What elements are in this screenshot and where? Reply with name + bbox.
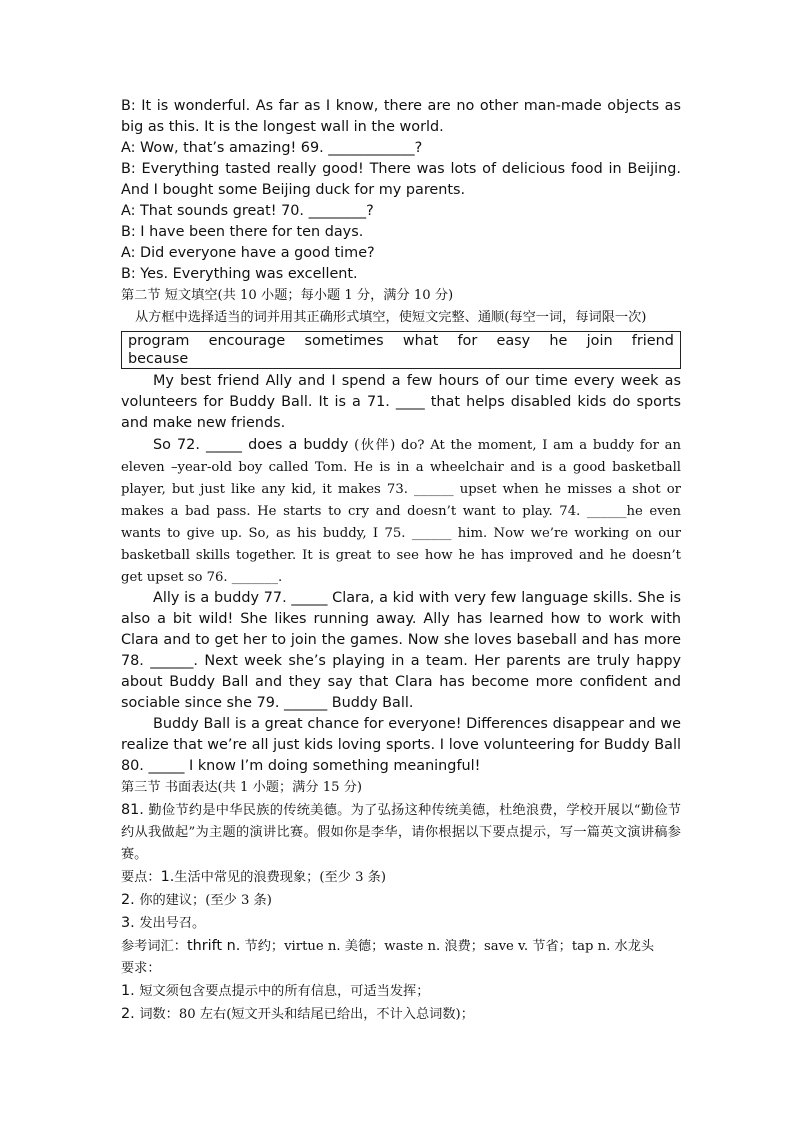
requirement-1 (121, 980, 681, 1003)
word-box-item: for (457, 333, 478, 349)
para2-lead: So 72. _____ does a buddy (153, 437, 349, 453)
para2-rest: do? At the moment, I am a buddy for an eleven –year-old boy called Tom. He is in a wheelchair and is a good basketball player, but just like any kid, it makes 73. ______ upset when he misses a shot or makes a bad pass. He starts to cry and doesn’t want to play. 74. ______he even wants to give up. So, as his buddy, I 75. ______ him. Now we’re working on our basketball skills together. It is great to see how he has improved and he doesn’t get upset so 76. _______. (121, 438, 681, 585)
passage-paragraph-2 (121, 434, 681, 588)
req-text: 词数：80 左右(短文开头和结尾已给出，不计入总词数)； (139, 1007, 474, 1022)
question-text: 勤俭节约是中华民族的传统美德。为了弘扬这种传统美德，杜绝浪费，学校开展以“勤俭节约从我做起”为主题的演讲比赛。假如你是李华，请你根据以下要点提示，写一篇英文演讲稿参赛。 (121, 803, 681, 862)
requirements-label: 要求： (121, 961, 161, 976)
para2-cn: (伙伴) (348, 438, 402, 453)
dialogue (121, 96, 681, 285)
point-number: 1. (160, 869, 175, 885)
points-line-1 (121, 866, 681, 889)
vocab-rest: 节约；virtue n. 美德；waste n. 浪费；save v. 节省；tap n. 水龙头 (240, 939, 655, 954)
points-line-2 (121, 889, 681, 912)
passage-paragraph-3: Ally is a buddy 77. _____ Clara, a kid with very few language skills. She is also a bit wild! She likes running away. Ally has learned how to work with Clara and to get her to join the games. Now she loves baseball and has more 78. ______. Next week she’s playing in a team. Her parents are truly happy about Buddy Ball and they say that Clara has become more confident and sociable since she 79. ______ Buddy Ball. (121, 590, 681, 711)
word-box-item: he (549, 333, 568, 349)
word-box-item: easy (496, 333, 531, 349)
point-number: 2. (121, 892, 140, 908)
dialogue-line: A: That sounds great! 70. ________? (121, 203, 374, 219)
dialogue-line: B: I have been there for ten days. (121, 224, 364, 240)
word-box-item: sometimes (304, 333, 384, 349)
dialogue-line: A: Wow, that’s amazing! 69. ____________? (121, 140, 423, 156)
dialogue-line: B: Yes. Everything was excellent. (121, 266, 358, 282)
word-box-item: program (128, 333, 190, 349)
dialogue-line: A: Did everyone have a good time? (121, 245, 375, 261)
word-box (121, 331, 681, 369)
point-text: 发出号召。 (139, 916, 206, 931)
point-text: 你的建议；(至少 3 条) (139, 893, 272, 908)
dialogue-line: B: Everything tasted really good! There was lots of delicious food in Beijing. And I bought some Beijing duck for my parents. (121, 161, 681, 198)
passage-paragraph-1: My best friend Ally and I spend a few hours of our time every week as volunteers for Buddy Ball. It is a 71. ____ that helps disabled kids do sports and make new friends. (121, 373, 681, 431)
points-label: 要点： (121, 870, 161, 885)
passage-paragraph-4: Buddy Ball is a great chance for everyone! Differences disappear and we realize that we’re all just kids loving sports. I love volunteering for Buddy Ball 80. _____ I know I’m doing something meaningful! (121, 716, 681, 774)
vocab-line (121, 935, 681, 958)
word-box-item: what (402, 333, 439, 349)
point-text: 生活中常见的浪费现象；(至少 3 条) (174, 870, 386, 885)
req-number: 2. (121, 1006, 140, 1022)
requirement-2 (121, 1003, 681, 1026)
word-box-item: join (586, 333, 613, 349)
req-number: 1. (121, 983, 140, 999)
points-line-3 (121, 912, 681, 935)
question-number: 81. (121, 802, 144, 818)
word-box-item: because (128, 351, 189, 367)
section2-heading: 第二节 短文填空(共 10 小题；每小题 1 分，满分 10 分) (121, 288, 454, 303)
writing-question (121, 799, 681, 866)
vocab-label: 参考词汇： (121, 939, 187, 954)
section2-instruction: 从方框中选择适当的词并用其正确形式填空，使短文完整、通顺(每空一词，每词限一次) (135, 310, 647, 325)
dialogue-line: B: It is wonderful. As far as I know, there are no other man-made objects as big as this. It is the longest wall in the world. (121, 98, 681, 135)
word-box-item: friend (631, 333, 674, 349)
section3-heading: 第三节 书面表达(共 1 小题；满分 15 分) (121, 780, 363, 795)
word-box-item: encourage (208, 333, 286, 349)
point-number: 3. (121, 915, 140, 931)
req-text: 短文须包含要点提示中的所有信息，可适当发挥； (139, 984, 430, 999)
document-page (121, 96, 681, 1026)
vocab-word: thrift n. (186, 938, 241, 954)
